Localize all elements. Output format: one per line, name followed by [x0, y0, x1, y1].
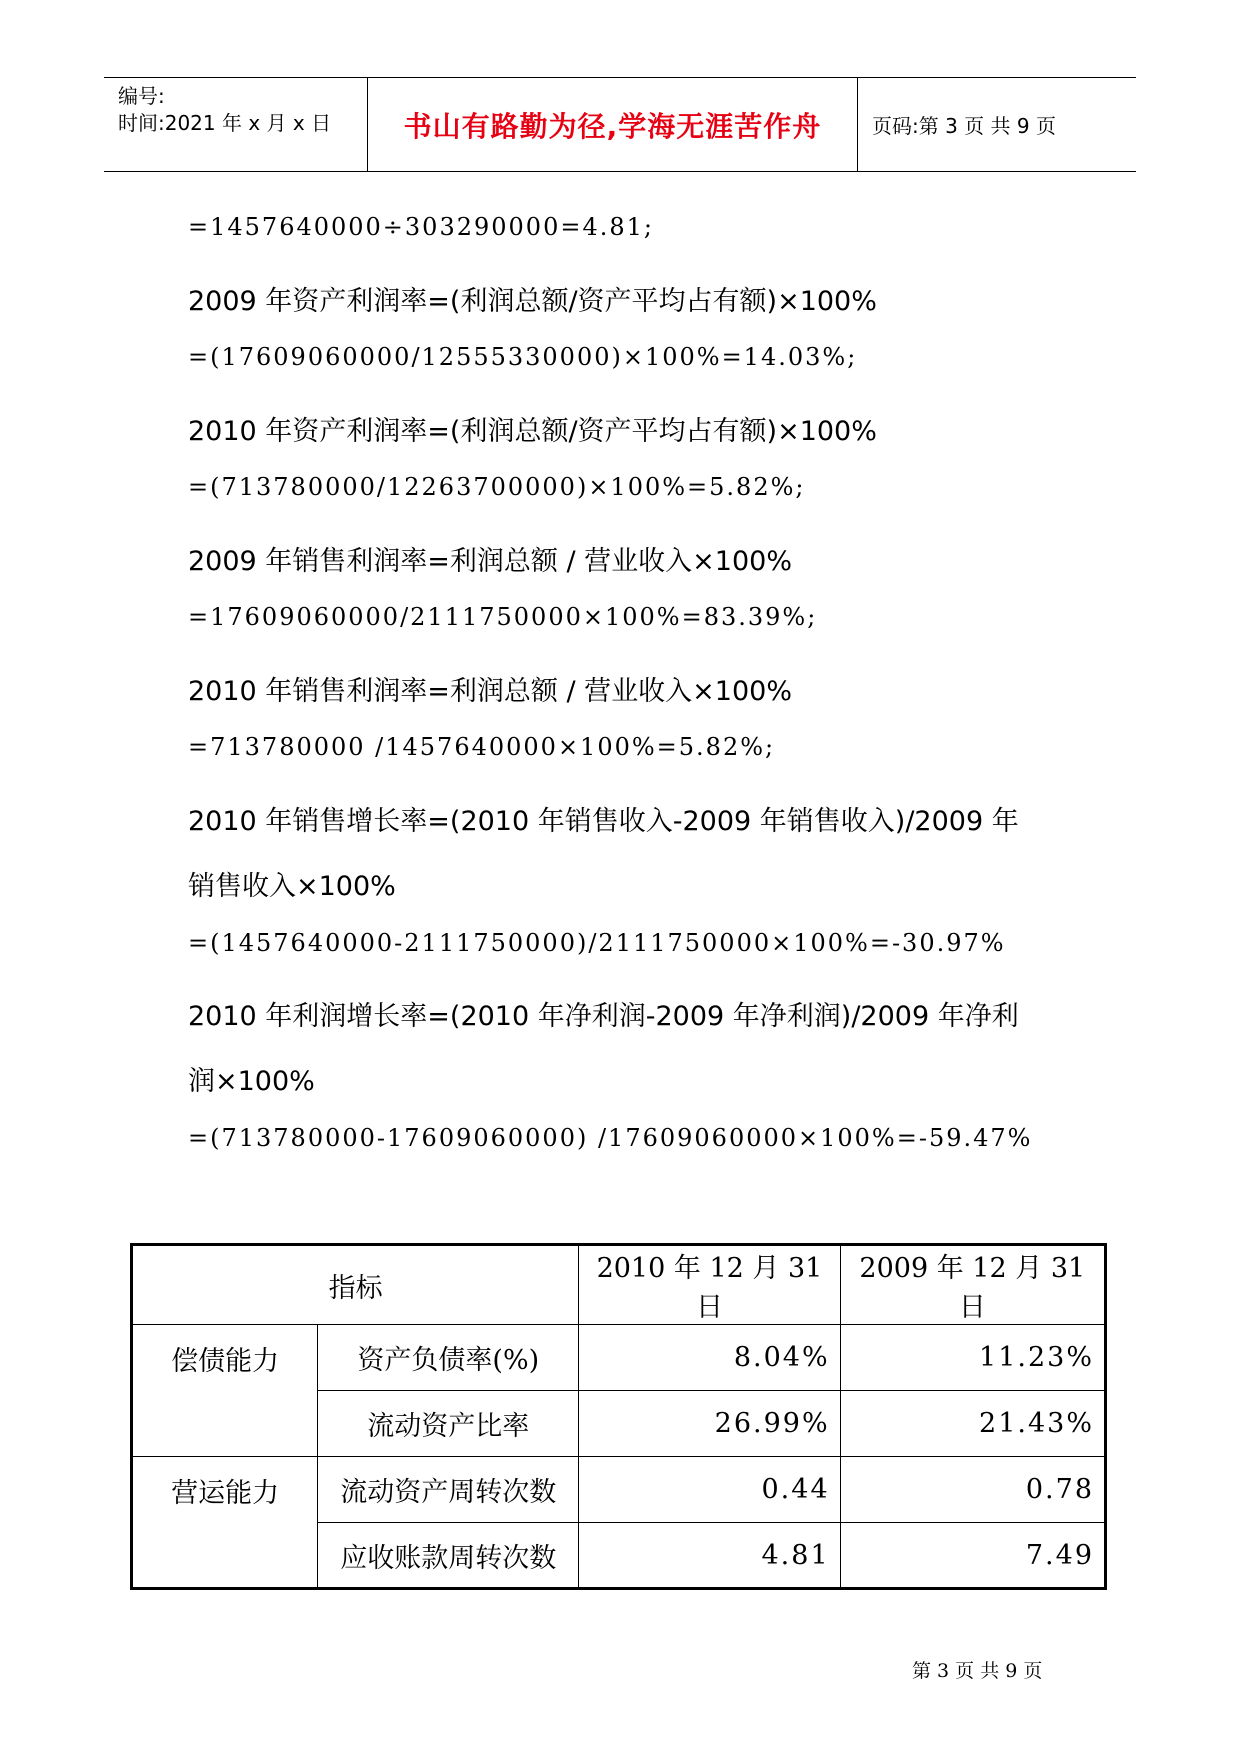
header-motto-cell — [368, 78, 858, 171]
table-row — [132, 1457, 1106, 1523]
page-header — [104, 77, 1136, 172]
value-2010: 8.04% — [579, 1325, 840, 1391]
formula-line: 润×100% — [188, 1066, 315, 1097]
value-2010: 0.44 — [579, 1457, 840, 1523]
header-meta — [104, 78, 368, 171]
formula-line: =713780000 /1457640000×100%=5.82%; — [188, 733, 776, 761]
formula-line: 2010 年销售利润率=利润总额 / 营业收入×100% — [188, 676, 792, 707]
group-label: 营运能力 — [132, 1457, 318, 1589]
metric-name: 流动资产比率 — [318, 1391, 579, 1457]
value-2009: 11.23% — [840, 1325, 1105, 1391]
financial-metrics-table — [130, 1243, 1107, 1590]
value-2009: 21.43% — [840, 1391, 1105, 1457]
formula-line: =17609060000/2111750000×100%=83.39%; — [188, 603, 818, 631]
formula-line: =(713780000/12263700000)×100%=5.82%; — [188, 473, 806, 501]
serial-label: 编号: — [118, 84, 165, 108]
formula-line: 2009 年资产利润率=(利润总额/资产平均占有额)×100% — [188, 286, 877, 317]
formula-line: 2010 年利润增长率=(2010 年净利润-2009 年净利润)/2009 年净利 — [188, 1001, 1019, 1032]
group-label: 偿债能力 — [132, 1325, 318, 1457]
formula-line: =(713780000-17609060000) /17609060000×100%=-59.47% — [188, 1124, 1033, 1152]
header-indicator: 指标 — [132, 1245, 579, 1325]
formula-line: 2009 年销售利润率=利润总额 / 营业收入×100% — [188, 546, 792, 577]
header-2009: 2009 年 12 月 31 日 — [840, 1245, 1105, 1325]
formula-line: =(17609060000/12555330000)×100%=14.03%; — [188, 343, 858, 371]
formula-line: 2010 年销售增长率=(2010 年销售收入-2009 年销售收入)/2009 年 — [188, 806, 1019, 837]
time-label: 时间:2021 年 x 月 x 日 — [118, 111, 332, 135]
table-row — [132, 1325, 1106, 1391]
metric-name: 流动资产周转次数 — [318, 1457, 579, 1523]
page-footer: 第 3 页 共 9 页 — [912, 1660, 1043, 1682]
metric-name: 应收账款周转次数 — [318, 1523, 579, 1589]
value-2010: 4.81 — [579, 1523, 840, 1589]
metric-name: 资产负债率(%) — [318, 1325, 579, 1391]
formula-line: =(1457640000-2111750000)/2111750000×100%=-30.97% — [188, 929, 1006, 957]
formula-line: 2010 年资产利润率=(利润总额/资产平均占有额)×100% — [188, 416, 877, 447]
value-2009: 7.49 — [840, 1523, 1105, 1589]
motto-text: 书山有路勤为径,学海无涯苦作舟 — [403, 109, 822, 143]
page-number-label: 页码:第 3 页 共 9 页 — [872, 114, 1056, 138]
header-2010: 2010 年 12 月 31 日 — [579, 1245, 840, 1325]
table-header-row — [132, 1245, 1106, 1325]
formula-line: =1457640000÷303290000=4.81; — [188, 213, 654, 241]
value-2009: 0.78 — [840, 1457, 1105, 1523]
value-2010: 26.99% — [579, 1391, 840, 1457]
formula-line: 销售收入×100% — [188, 871, 396, 902]
